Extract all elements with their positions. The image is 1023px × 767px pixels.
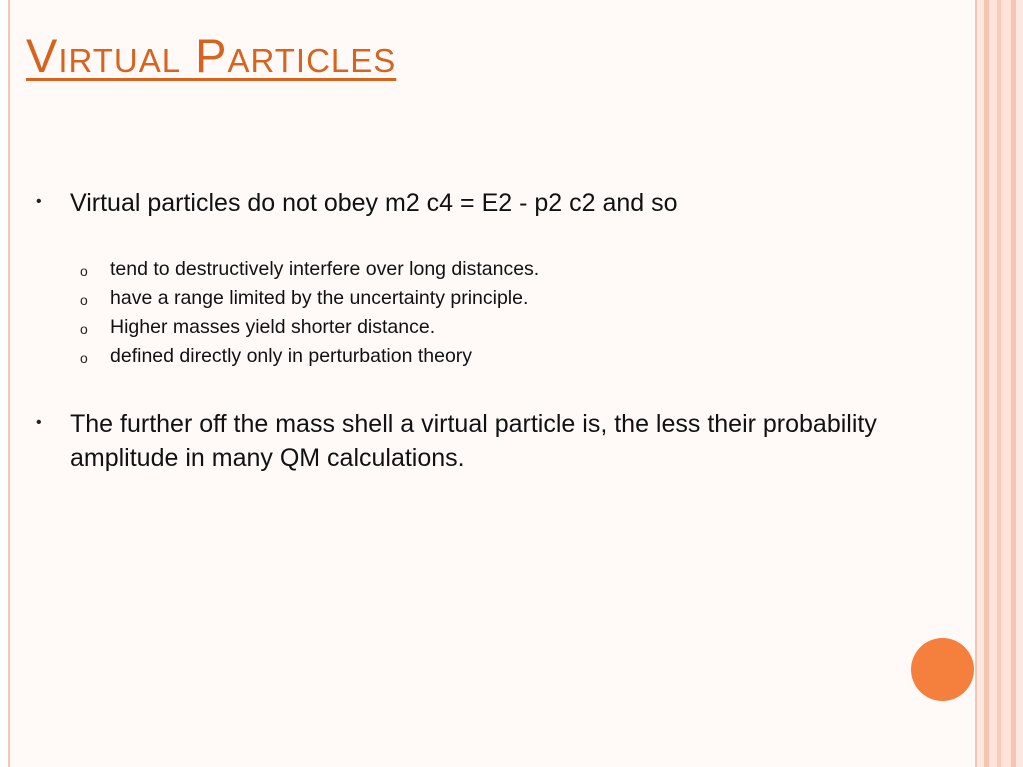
bullet-marker: • (36, 414, 42, 431)
sub-bullet-text: tend to destructively interfere over long distances. (110, 258, 540, 280)
sub-bullet-item (80, 285, 539, 314)
bullet-item (36, 186, 930, 220)
sub-bullet-list (80, 256, 539, 372)
sub-bullet-marker: o (80, 292, 88, 308)
decorative-circle (911, 638, 974, 701)
sub-bullet-marker: o (80, 263, 88, 279)
slide-title: Virtual Particles (26, 29, 397, 82)
sub-bullet-marker: o (80, 321, 88, 337)
sub-bullet-text: defined directly only in perturbation theory (110, 345, 473, 367)
sub-bullet-item (80, 343, 539, 372)
sub-bullet-text: Higher masses yield shorter distance. (110, 316, 436, 338)
bullet-text: Virtual particles do not obey m2 c4 = E2 - p2 c2 and so (70, 189, 678, 217)
sub-bullet-item (80, 314, 539, 343)
sub-bullet-text: have a range limited by the uncertainty principle. (110, 287, 529, 309)
sub-bullet-marker: o (80, 350, 88, 366)
bullet-text: The further off the mass shell a virtual particle is, the less their probability amplitude in many QM calculations. (70, 410, 877, 472)
decorative-stripe (989, 0, 997, 767)
decorative-stripe (1016, 0, 1023, 767)
sub-bullet-item (80, 256, 539, 285)
bullet-item (36, 407, 930, 475)
slide-frame (8, 0, 977, 767)
decorative-stripe (977, 0, 984, 767)
bullet-marker: • (36, 193, 42, 210)
decorative-stripe (1001, 0, 1011, 767)
